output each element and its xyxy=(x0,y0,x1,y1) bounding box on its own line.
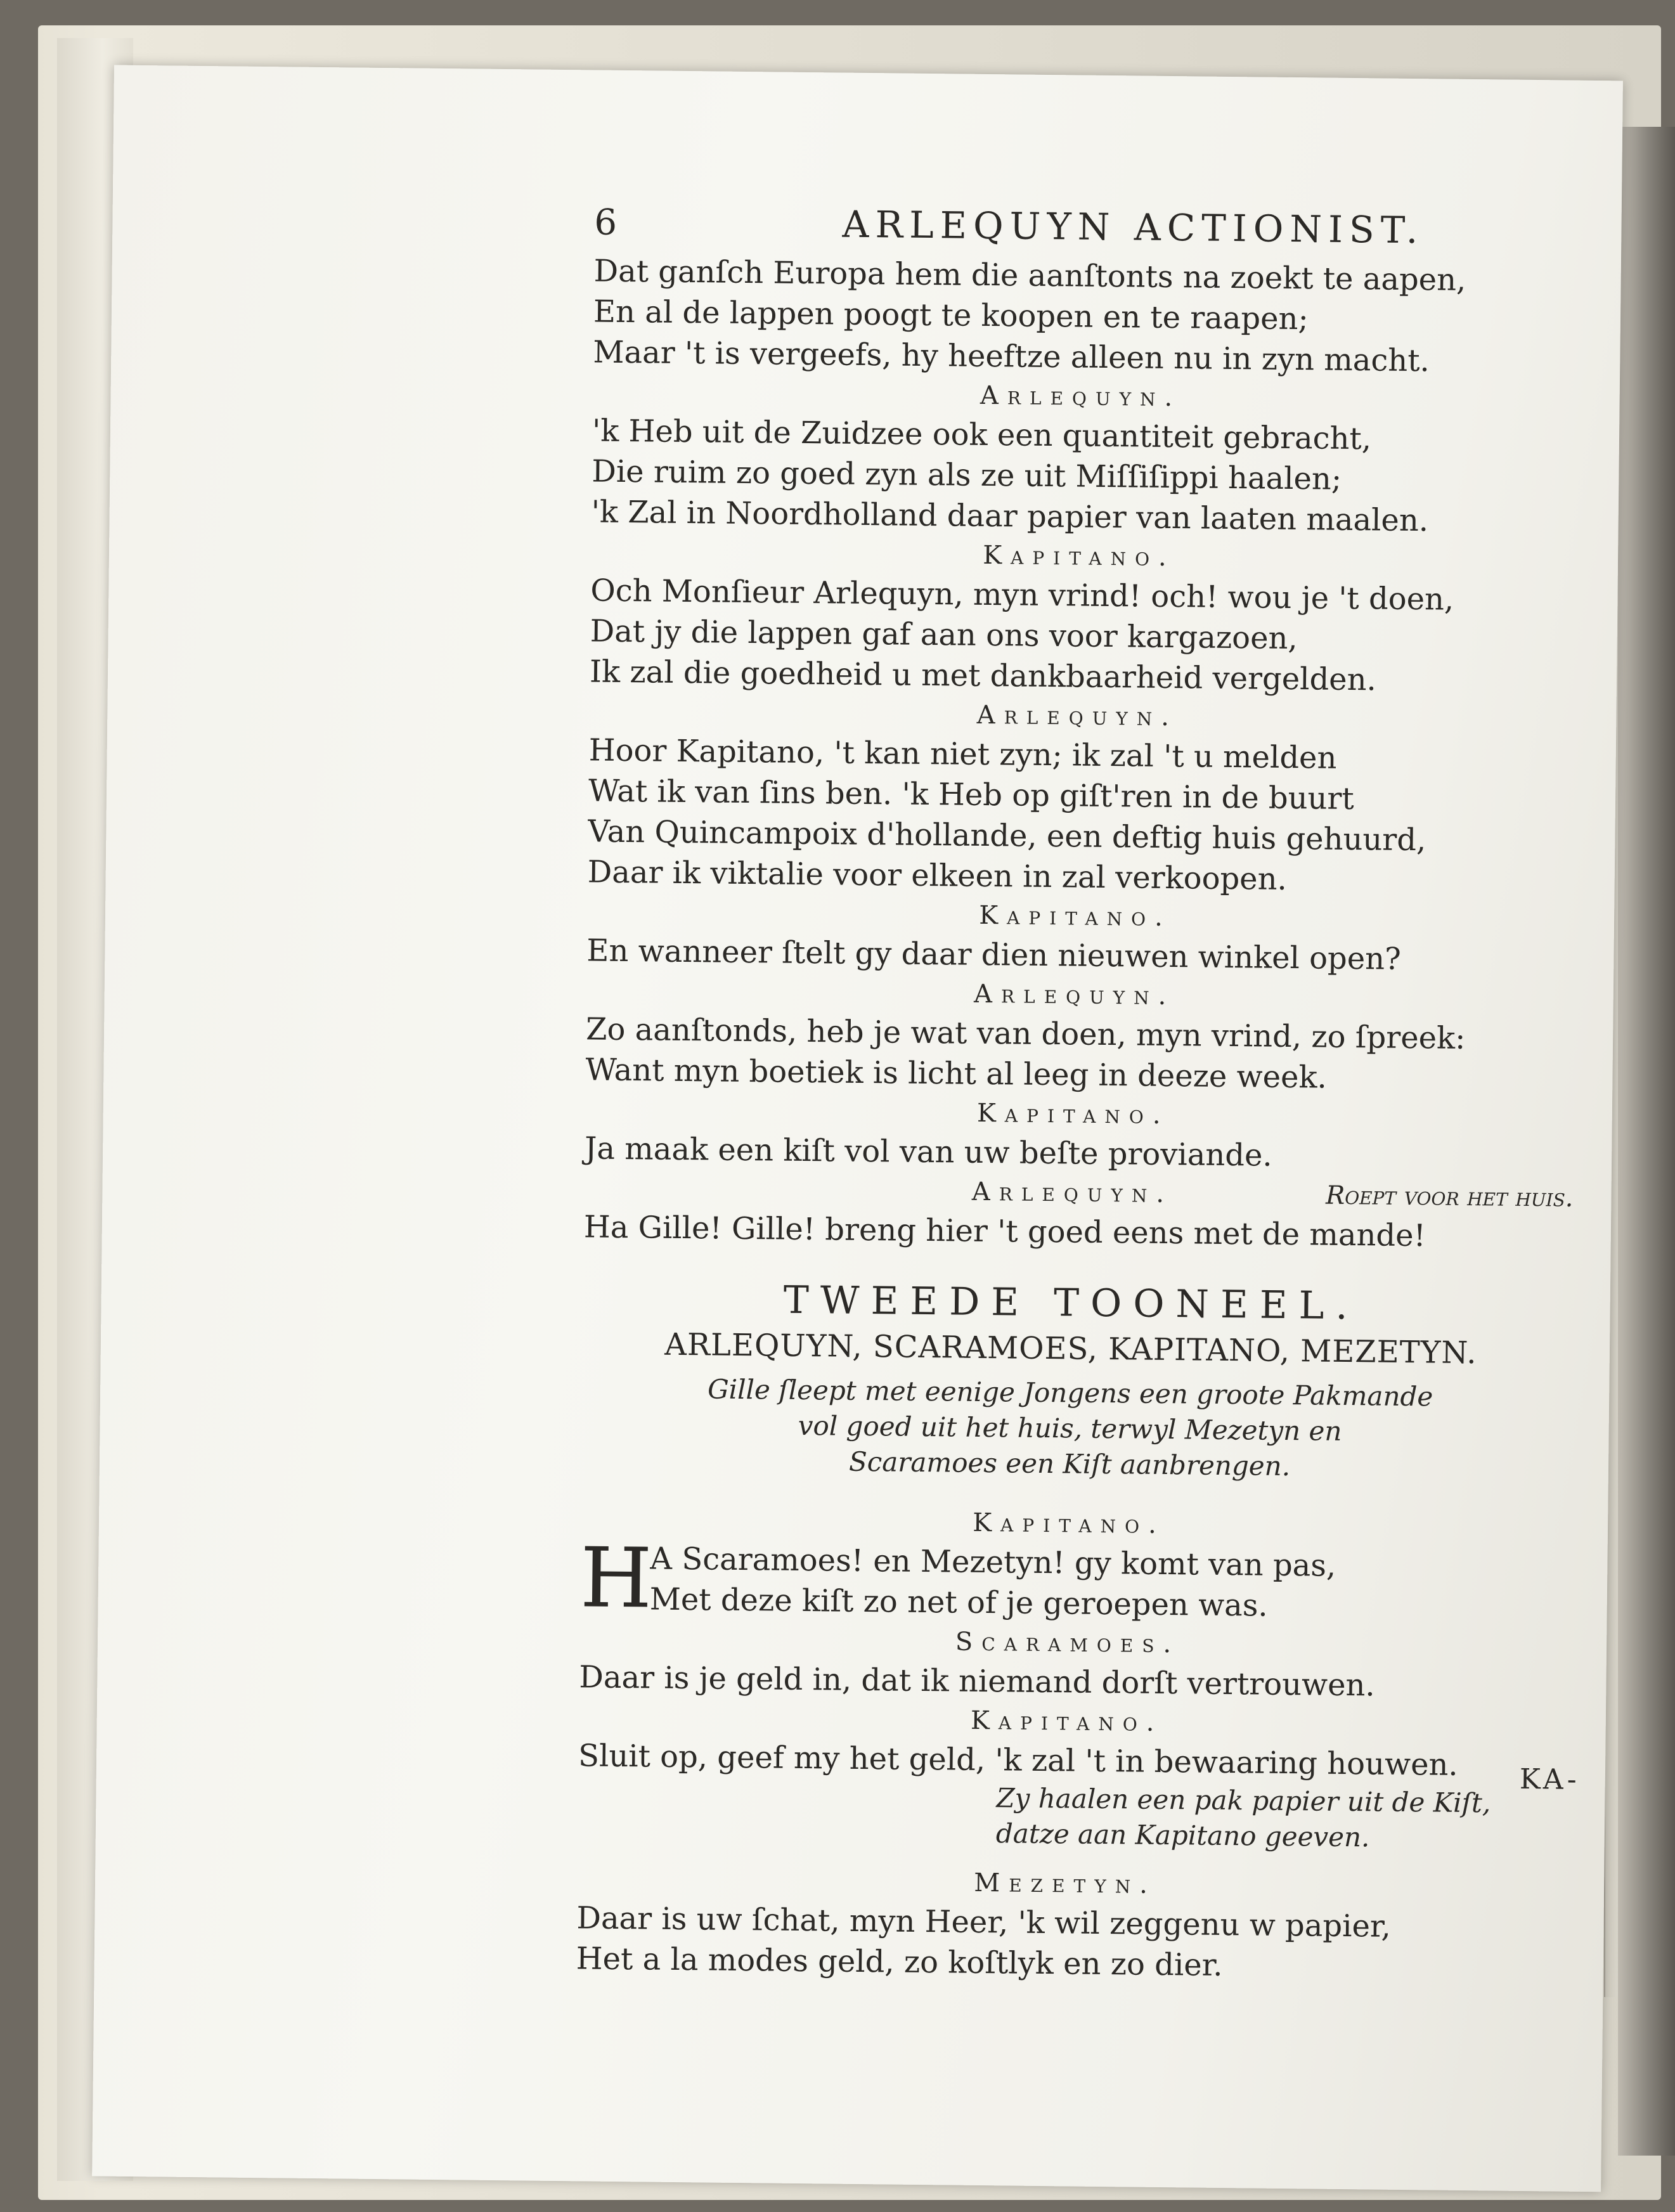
verse-line: Het a la modes geld, zo koſtlyk en zo dier. xyxy=(576,1941,1223,1984)
speaker-heading: Kapitano. xyxy=(973,1508,1166,1540)
stage-direction-line: Zy haalen een pak papier uit de Kiſt, xyxy=(996,1782,1491,1819)
verse-line: 'k Heb uit de Zuidzee ook een quantiteit gebracht, xyxy=(592,413,1372,457)
verse-line: Wat ik van ſins ben. 'k Heb op giſt'ren in de buurt xyxy=(588,773,1354,817)
verse-line: Die ruim zo goed zyn als ze uit Miſſiſippi haalen; xyxy=(592,453,1342,497)
verse-line: A Scaramoes! en Mezetyn! gy komt van pas, xyxy=(650,1541,1336,1584)
verse-line: Och Monſieur Arlequyn, myn vrind! och! wou je 't doen, xyxy=(590,572,1454,618)
verse-line: Ja maak een kiſt vol van uw beſte proviande. xyxy=(584,1130,1272,1174)
verse-line: Daar ik viktalie voor elkeen in zal verkoopen. xyxy=(587,854,1288,897)
stage-direction-line: datze aan Kapitano geeven. xyxy=(995,1818,1370,1853)
speaker-heading: Kapitano. xyxy=(970,1705,1163,1738)
verse-line: Maar 't is vergeefs, hy heeftze alleen nu in zyn macht. xyxy=(593,334,1430,379)
verse-line: Want myn boetiek is licht al leeg in deeze week. xyxy=(585,1052,1328,1096)
drop-cap-paragraph xyxy=(579,1529,1556,1629)
speaker-heading: Kapitano. xyxy=(983,540,1176,572)
speaker-heading: Arlequyn. xyxy=(976,700,1179,732)
drop-cap: H xyxy=(579,1529,653,1627)
speaker-heading: Kapitano. xyxy=(976,1098,1170,1130)
speaker-heading: Kapitano. xyxy=(979,900,1172,933)
verse-line: Dat jy die lappen gaf aan ons voor kargazoen, xyxy=(590,613,1298,657)
running-title: ARLEQUYN ACTIONIST. xyxy=(842,202,1425,252)
verse-line: Ik zal die goedheid u met dankbaarheid vergelden. xyxy=(589,654,1377,698)
verse-line: Zo aanſtonds, heb je wat van doen, myn vrind, zo ſpreek: xyxy=(585,1011,1466,1056)
catchword: KA- xyxy=(1519,1762,1581,1796)
speaker-heading: Arlequyn. xyxy=(973,979,1175,1011)
verse-line: Hoor Kapitano, 't kan niet zyn; ik zal 't u melden xyxy=(588,732,1337,776)
scene-stage-direction xyxy=(581,1370,1559,1487)
speaker-heading: Arlequyn. xyxy=(980,380,1182,413)
scene-cast: ARLEQUYN, SCARAMOES, KAPITANO, MEZETYN. xyxy=(664,1326,1477,1371)
verse-line: Daar is je geld in, dat ik niemand dorſt vertrouwen. xyxy=(579,1659,1376,1704)
verse-line: Dat ganſch Europa hem die aanſtonts na zoekt te aapen, xyxy=(593,253,1466,298)
book-page xyxy=(92,65,1623,2192)
verse-line: Ha Gille! Gille! breng hier 't goed eens met de mande! xyxy=(583,1209,1426,1254)
stage-direction-line: vol goed uit het huis, terwyl Mezetyn en xyxy=(798,1409,1342,1447)
verse-line: Daar is uw ſchat, myn Heer, 'k wil zeggenu w papier, xyxy=(576,1900,1392,1944)
verse-line: En wanneer ſtelt gy daar dien nieuwen winkel open? xyxy=(586,933,1402,977)
verse-line: En al de lappen poogt te koopen en te raapen; xyxy=(593,294,1309,337)
speaker-name: Arlequyn. xyxy=(971,1177,1174,1209)
dialogue-lines xyxy=(585,250,1570,1179)
speaker-heading: Scaramoes. xyxy=(955,1627,1180,1659)
verse-line: Sluit op, geef my het geld, 'k zal 't in bewaaring houwen. xyxy=(578,1738,1458,1783)
scene-title: TWEEDE TOONEEL. xyxy=(783,1277,1359,1329)
text-block xyxy=(576,200,1574,1989)
verse-line: Van Quincampoix d'hollande, een deftig huis gehuurd, xyxy=(588,813,1426,858)
spine-shadow xyxy=(1618,127,1675,2156)
verse-line: Met deze kiſt zo net of je geroepen was. xyxy=(649,1581,1269,1624)
stage-direction-line: Gille ſleept met eenige Jongens een groote Pakmande xyxy=(707,1373,1433,1413)
inline-stage-direction: Roept voor het huis. xyxy=(1325,1180,1574,1213)
speaker-heading: Mezetyn. xyxy=(974,1868,1157,1899)
page-number: 6 xyxy=(594,202,620,243)
stage-direction-line: Scaramoes een Kiſt aanbrengen. xyxy=(848,1446,1291,1482)
verse-line: 'k Zal in Noordholland daar papier van laaten maalen. xyxy=(591,494,1429,539)
